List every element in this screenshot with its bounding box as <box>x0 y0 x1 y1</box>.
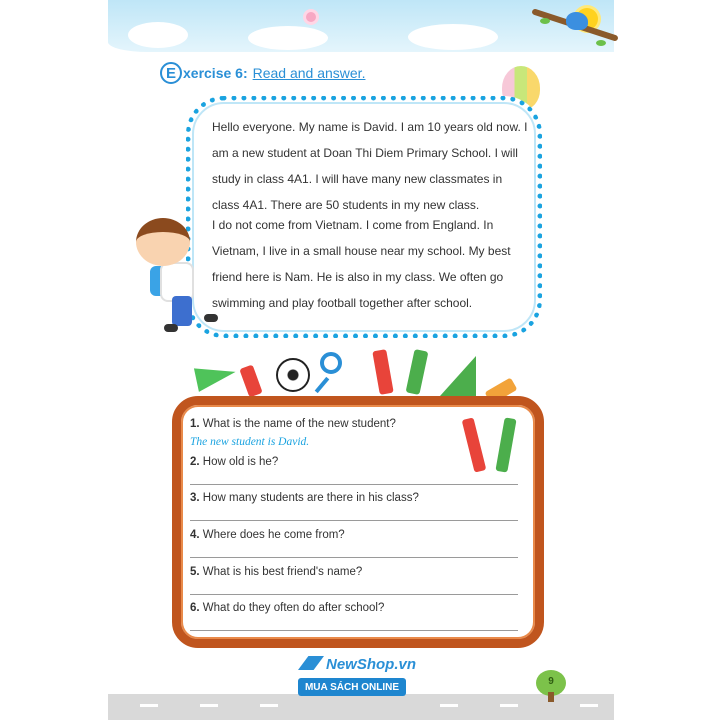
question-6 <box>190 602 384 614</box>
sky-banner <box>108 0 614 52</box>
road-dash <box>580 704 598 707</box>
pencil-icon <box>372 349 393 395</box>
question-3 <box>190 492 419 504</box>
soccer-ball-icon <box>276 358 310 392</box>
cloud-decoration <box>408 24 498 50</box>
question-number: 1. <box>190 418 200 430</box>
question-text: How many students are there in his class? <box>202 492 419 504</box>
answer-line[interactable] <box>190 484 518 485</box>
cloud-decoration <box>128 22 188 48</box>
road-footer <box>108 694 614 720</box>
answer-line[interactable] <box>190 630 518 631</box>
question-text: How old is he? <box>202 456 279 468</box>
triangle-ruler-icon <box>440 356 476 396</box>
question-number: 6. <box>190 602 200 614</box>
exercise-label: xercise 6: <box>183 65 248 81</box>
question-5 <box>190 566 362 578</box>
question-number: 2. <box>190 456 200 468</box>
brand-name[interactable] <box>298 656 417 678</box>
flower-icon <box>306 12 316 22</box>
magnifier-icon <box>320 352 342 374</box>
brand-text: NewShop.vn <box>326 656 417 673</box>
exercise-header <box>160 62 365 84</box>
pencil-icon <box>406 349 429 395</box>
exercise-title: Read and answer. <box>252 65 366 81</box>
shoe-icon <box>164 324 178 332</box>
boy-head-icon <box>136 218 190 266</box>
boy-leg-icon <box>172 296 192 326</box>
cloud-decoration <box>248 26 328 50</box>
shop-online-button[interactable]: MUA SÁCH ONLINE <box>298 678 406 696</box>
shoe-icon <box>204 314 218 322</box>
leaf-decoration <box>596 40 606 46</box>
paper-plane-icon <box>194 360 238 392</box>
bird-icon <box>566 12 588 30</box>
road-dash <box>500 704 518 707</box>
road-dash <box>140 704 158 707</box>
question-number: 4. <box>190 529 200 541</box>
road-dash <box>440 704 458 707</box>
question-4 <box>190 529 345 541</box>
exercise-badge: E <box>160 62 182 84</box>
question-text: What do they often do after school? <box>202 602 385 614</box>
question-text: What is his best friend's name? <box>202 566 363 578</box>
reading-paragraph-2: I do not come from Vietnam. I come from England. In Vietnam, I live in a small house near my school. My best friend here is Nam. He is also in my class. We often go swimming and play football together after school. <box>212 218 511 310</box>
question-number: 3. <box>190 492 200 504</box>
answer-line[interactable] <box>190 594 518 595</box>
question-1 <box>190 418 396 430</box>
magnifier-handle-icon <box>315 377 330 393</box>
question-text: What is the name of the new student? <box>202 418 396 430</box>
question-2 <box>190 456 278 468</box>
tree-trunk-icon <box>548 692 554 702</box>
answer-line[interactable] <box>190 557 518 558</box>
answer-line[interactable] <box>190 520 518 521</box>
pencil-icon <box>239 365 262 398</box>
sample-answer: The new student is David. <box>190 436 310 448</box>
page-number: 9 <box>548 676 554 687</box>
question-text: Where does he come from? <box>202 529 345 541</box>
leaf-decoration <box>540 18 550 24</box>
road-dash <box>260 704 278 707</box>
question-number: 5. <box>190 566 200 578</box>
road-dash <box>200 704 218 707</box>
reading-paragraph-1: Hello everyone. My name is David. I am 10 years old now. I am a new student at Doan Thi Diem Primary School. I will study in class 4A1. I will have many new classmates in class 4A1. There are 50 students in my new class. <box>212 120 528 212</box>
